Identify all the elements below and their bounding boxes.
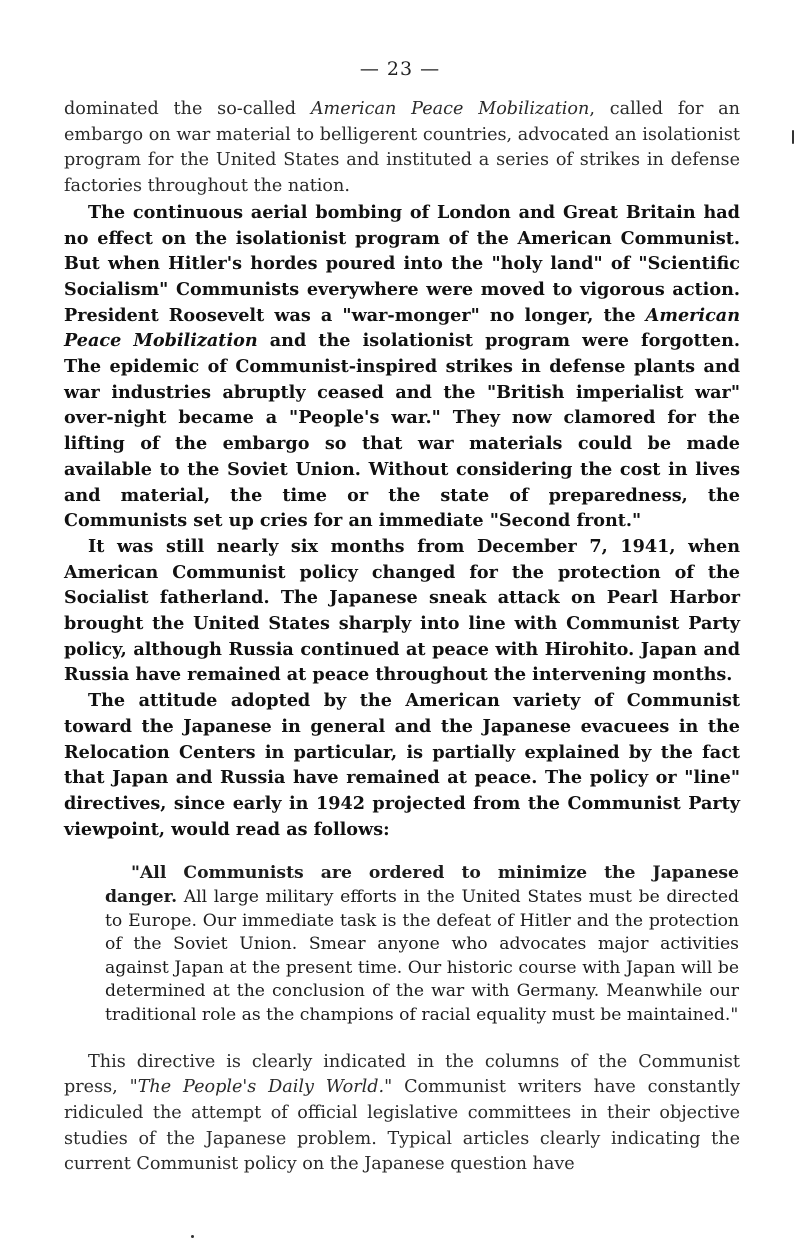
paragraph-2-italic: American Peace Mobilization <box>64 304 740 352</box>
paragraph-1-italic: American Peace Mobilization <box>310 99 590 119</box>
scan-speck <box>191 1235 194 1238</box>
paragraph-1 <box>64 97 740 200</box>
paragraph-5-text-b: Communist writers have constantly ridiculed the attempt of official legislative committees in their objective studies of the Japanese problem. Typical articles clearly indicating the current Communist policy on the Japanese question have <box>64 1077 741 1175</box>
paragraph-5-text-a: This directive is clearly indicated in the columns of the Communist press, <box>64 1051 740 1098</box>
paragraph-4: The attitude adopted by the American variety of Communist toward the Japanese in general and the Japanese evacuees in the Relocation Centers in particular, is partially explained by the fact that Japan and Russia have remained at peace. The policy or "line" directives, since early in 1942 projected from the Communist Party viewpoint, would read as follows: <box>64 690 740 840</box>
paragraph-1-text-b: , called for an embargo on war material to belligerent countries, advocated an isolationist program for the United States and instituted a series of strikes in defense factories throughout the nation. <box>64 99 740 197</box>
paragraph-5-italic: "The People's Daily World." <box>129 1077 393 1098</box>
block-quote-text: All large military efforts in the United States must be directed to Europe. Our immediate task is the defeat of Hitler and the protection of the Soviet Union. Smear anyone who advocates major activities against Japan at the present time. Our historic course with Japan will be determined at the conclusion of the war with Germany. Meanwhile our traditional role as the champions of racial equality must be maintained." <box>105 886 739 1025</box>
paragraph-5 <box>64 1050 740 1179</box>
body-text <box>64 97 740 1178</box>
paragraph-1-text-a: dominated the so-called <box>64 99 311 119</box>
paragraph-2-text-b: and the isolationist program were forgotten. The epidemic of Communist-inspired strikes in defense plants and war industries abruptly ceased and the "British imperialist war" over-night became a "People's war." They now clamored for the lifting of the embargo so that war materials could be made available to the Soviet Union. Without considering the cost in lives and material, the time or the state of preparedness, the Communists set up cries for an immediate "Second front." <box>64 330 740 532</box>
paragraph-3: It was still nearly six months from December 7, 1941, when American Communist policy changed for the protection of the Socialist fatherland. The Japanese sneak attack on Pearl Harbor brought the United States sharply into line with Communist Party policy, although Russia continued at peace with Hirohito. Japan and Russia have remained at peace throughout the intervening months. <box>64 535 740 686</box>
paragraph-2-text-a: The continuous aerial bombing of London and Great Britain had no effect on the isolationist program of the American Communist. But when Hitler's hordes poured into the "holy land" of "Scientific Socialism" Communists everywhere were moved to vigorous action. President Roosevelt was a "war-monger" no longer, the <box>64 201 740 326</box>
block-quote-lead: "All Communists are ordered to minimize the Japanese danger. <box>105 863 739 907</box>
scan-edge-mark <box>792 130 794 144</box>
paragraph-2 <box>64 200 740 534</box>
block-quote <box>105 862 739 1027</box>
page-number: — 23 — <box>359 58 441 80</box>
